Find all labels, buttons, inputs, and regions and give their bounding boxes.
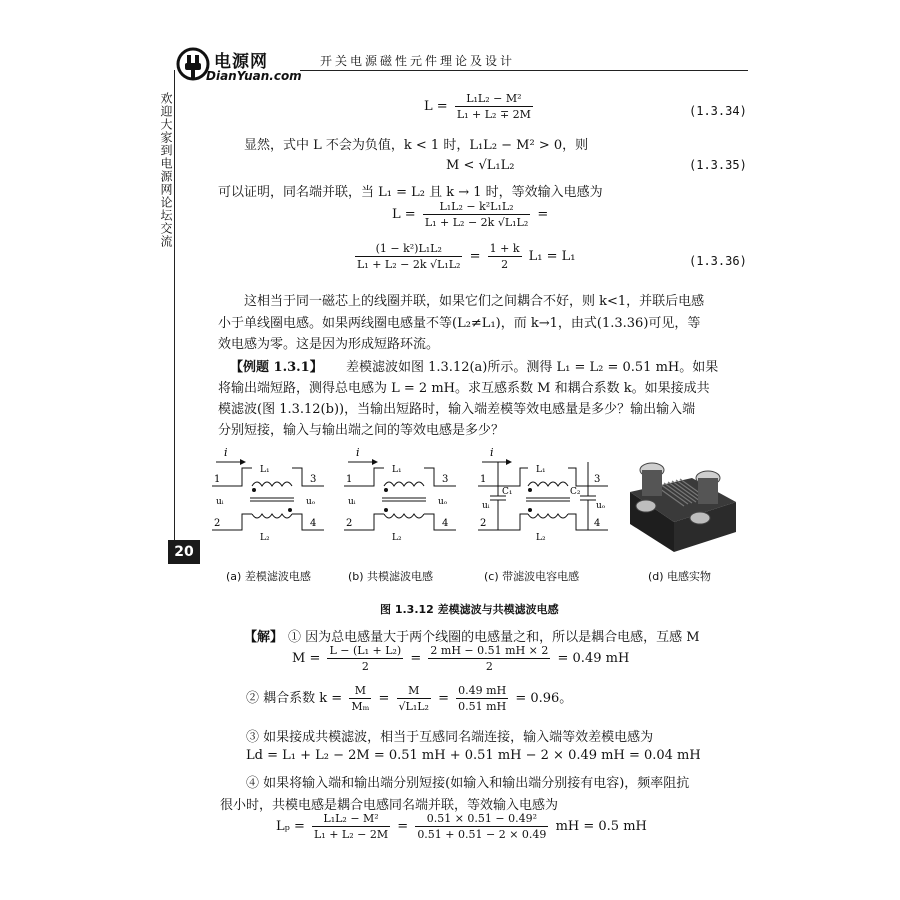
figure-caption-a: (a) 差模滤波电感 (226, 570, 311, 583)
inductor-l1-label: L₁ (536, 465, 546, 475)
text-line: ③ 如果接成共模滤波，相当于互感同名端连接，输入端等效差模电感为 (246, 730, 654, 745)
terminal-2: 2 (214, 518, 221, 529)
eq-lhs: Lₚ = (276, 819, 305, 834)
circuit-diagram-b (344, 446, 464, 554)
eq-numerator: L₁L₂ − M² (455, 92, 533, 107)
eq-equals: = (410, 651, 422, 666)
text-line: 显然，式中 L 不会为负值，k < 1 时，L₁L₂ − M² > 0，则 (244, 138, 589, 153)
terminal-2: 2 (480, 518, 487, 529)
inductor-l1-label: L₁ (260, 465, 270, 475)
header-rule (300, 70, 748, 71)
eq-result: = 0.49 mH (557, 651, 630, 666)
eq-numerator: L − (L₁ + L₂) (329, 644, 402, 657)
output-voltage-label: uₒ (438, 497, 448, 507)
current-label: i (356, 446, 360, 459)
figure-caption-b: (b) 共模滤波电感 (348, 570, 434, 583)
text-line: 效电感为零。这是因为形成短路环流。 (218, 337, 440, 352)
text-line: 很小时，共模电感是耦合电感同名端并联，等效输入电感为 (220, 798, 559, 813)
eq-denominator: L₁ + L₂ − 2M (314, 828, 389, 841)
eq-denominator: L₁ + L₂ − 2k √L₁L₂ (357, 258, 461, 271)
eq-denominator: 2 (501, 258, 509, 271)
terminal-3: 3 (310, 474, 317, 485)
terminal-4: 4 (310, 518, 317, 529)
eq-equals: = (469, 249, 481, 264)
terminal-1: 1 (480, 474, 487, 485)
eq-lhs: ② 耦合系数 k = (246, 691, 343, 706)
equation-1-3-36a (392, 200, 548, 229)
eq-numerator: 2 mH − 0.51 mH × 2 (430, 644, 549, 657)
figure-title: 图 1.3.12 差模滤波与共模滤波电感 (380, 603, 559, 616)
sidebar-rule (174, 70, 175, 540)
text-line: 可以证明，同名端并联，当 L₁ = L₂ 且 k → 1 时，等效输入电感为 (218, 185, 603, 200)
output-voltage-label: uₒ (596, 501, 606, 511)
equation-number: (1.3.35) (689, 158, 747, 172)
eq-denominator: 0.51 mH (458, 700, 507, 713)
capacitor-c1-label: C₁ (502, 487, 513, 497)
input-voltage-label: uᵢ (348, 497, 356, 507)
current-label: i (490, 446, 494, 459)
book-title: 开关电源磁性元件理论及设计 (320, 54, 516, 68)
inductor-l1-label: L₁ (392, 465, 402, 475)
eq-denominator: 2 (361, 660, 369, 673)
eq-numerator: (1 − k²)L₁L₂ (355, 242, 462, 257)
equation-1-3-35: M < √L₁L₂ (446, 158, 515, 173)
input-voltage-label: uᵢ (482, 501, 490, 511)
text-line: 模滤波(图 1.3.12(b))，当输出短路时，输入端差模等效电感量是多少？输出输入端 (218, 402, 696, 417)
eq-lhs: M = (292, 651, 321, 666)
equation-number: (1.3.34) (689, 104, 747, 118)
logo (176, 45, 316, 91)
inductor-l2-label: L₂ (260, 533, 270, 543)
output-voltage-label: uₒ (306, 497, 316, 507)
text-line: ① 因为总电感量大于两个线圈的电感量之和，所以是耦合电感，互感 M (288, 630, 700, 645)
eq-numerator: M (397, 684, 431, 699)
eq-tail: L₁ = L₁ (528, 249, 576, 264)
eq-numerator: L₁L₂ − M² (312, 812, 390, 827)
text-line: ④ 如果将输入端和输出端分别短接(如输入和输出端分别接有电容)，频率阻抗 (246, 776, 690, 791)
text-line: 分别短接，输入与输出端之间的等效电感是多少？ (218, 423, 505, 438)
eq-equals: = (378, 691, 390, 706)
example-label: 【例题 1.3.1】 (230, 360, 323, 375)
terminal-1: 1 (346, 474, 353, 485)
eq-numerator: 1 + k (489, 242, 520, 255)
equation-lp (276, 812, 647, 841)
equation-1-3-36b (352, 242, 576, 271)
input-voltage-label: uᵢ (216, 497, 224, 507)
sidebar-slogan: 欢迎大家到电源网论坛交流 (159, 92, 173, 248)
eq-numerator: L₁L₂ − k²L₁L₂ (423, 200, 530, 215)
terminal-2: 2 (346, 518, 353, 529)
text-line: 差模滤波如图 1.3.12(a)所示。测得 L₁ = L₂ = 0.51 mH。如果 (346, 360, 719, 375)
eq-result: mH = 0.5 mH (555, 819, 647, 834)
page-number: 20 (168, 540, 200, 564)
eq-denominator: 2 (485, 660, 493, 673)
eq-denominator: Mₘ (351, 700, 370, 713)
eq-denominator: √L₁L₂ (398, 700, 429, 713)
equation-ld: Ld = L₁ + L₂ − 2M = 0.51 mH + 0.51 mH − 2 × 0.49 mH = 0.04 mH (246, 748, 701, 763)
eq-lhs: L = (392, 207, 416, 222)
equation-number: (1.3.36) (689, 254, 747, 268)
eq-denominator: L₁ + L₂ ∓ 2M (456, 108, 531, 121)
solution-label: 【解】 (244, 630, 284, 645)
capacitor-c2-label: C₂ (570, 487, 581, 497)
equation-m (292, 644, 629, 673)
terminal-1: 1 (214, 474, 221, 485)
inductor-l2-label: L₂ (536, 533, 546, 543)
eq-equals: = (537, 207, 549, 222)
inductor-l2-label: L₂ (392, 533, 402, 543)
eq-denominator: L₁ + L₂ − 2k √L₁L₂ (424, 216, 529, 229)
figure-caption-c: (c) 带滤波电容电感 (484, 570, 580, 583)
eq-numerator: 0.51 × 0.51 − 0.49² (415, 812, 548, 827)
eq-numerator: M (349, 684, 371, 699)
eq-denominator: 0.51 + 0.51 − 2 × 0.49 (417, 828, 547, 841)
text-line: 将输出端短路，测得总电感为 L = 2 mH。求互感系数 M 和耦合系数 k。如果接成共 (218, 381, 710, 396)
text-line: 这相当于同一磁芯上的线圈并联，如果它们之间耦合不好，则 k<1，并联后电感 (244, 294, 705, 309)
equation-k (246, 684, 572, 713)
terminal-4: 4 (442, 518, 449, 529)
text-line: 小于单线圈电感。如果两线圈电感量不等(L₂≠L₁)，而 k→1，由式(1.3.36)可见，等 (218, 316, 701, 331)
circuit-diagram-c (478, 446, 608, 554)
eq-equals: = (438, 691, 450, 706)
terminal-3: 3 (442, 474, 449, 485)
inductor-photo (622, 448, 742, 556)
equation-1-3-34 (424, 92, 536, 121)
eq-numerator: 0.49 mH (458, 684, 507, 697)
logo-text-cn: 电源网 (214, 52, 268, 72)
eq-lhs: L = (424, 99, 448, 114)
eq-result: = 0.96。 (515, 691, 573, 706)
plug-logo-icon (176, 47, 210, 81)
circuit-diagram-a (212, 446, 332, 554)
figure-caption-d: (d) 电感实物 (648, 570, 712, 583)
eq-equals: = (397, 819, 409, 834)
current-label: i (224, 446, 228, 459)
terminal-4: 4 (594, 518, 601, 529)
terminal-3: 3 (594, 474, 601, 485)
logo-text-en: DianYuan.com (206, 69, 302, 83)
